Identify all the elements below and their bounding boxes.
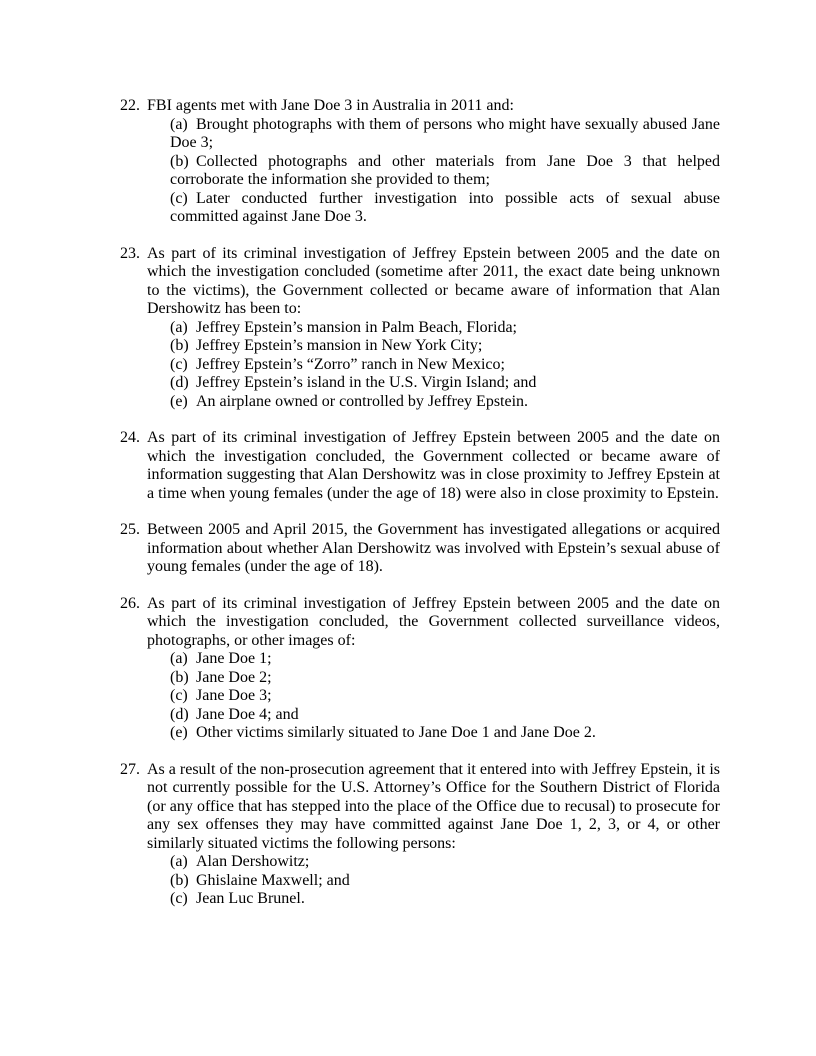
sub-item-text: Jeffrey Epstein’s island in the U.S. Virgin Island; and <box>196 374 537 391</box>
sub-item-text: Jeffrey Epstein’s mansion in Palm Beach, Florida; <box>196 318 517 336</box>
sub-item-d <box>170 706 720 725</box>
legal-paragraph-23 <box>120 245 720 412</box>
sub-item-label: (b) <box>170 337 189 354</box>
sub-item-c <box>170 687 720 706</box>
sub-item-label: (d) <box>170 374 189 391</box>
sub-item-text: Collected photographs and other materials from Jane Doe 3 that helped corroborate the information she provided to them; <box>170 152 720 188</box>
sub-item-b <box>170 153 720 190</box>
paragraph-number: 25. <box>120 521 140 538</box>
sub-item-text: Jane Doe 3; <box>196 687 272 704</box>
sub-item-label: (b) <box>170 668 189 686</box>
page-content <box>120 97 720 909</box>
sub-item-label: (e) <box>170 392 188 410</box>
legal-paragraph-27 <box>120 761 720 909</box>
sub-item-label: (a) <box>170 853 188 870</box>
sub-item-label: (a) <box>170 115 188 133</box>
sub-item-text: Ghislaine Maxwell; and <box>196 871 350 889</box>
legal-paragraph-22 <box>120 97 720 227</box>
sub-item-b <box>170 337 720 356</box>
sub-item-text: Jean Luc Brunel. <box>196 890 305 907</box>
sub-item-text: Jane Doe 4; and <box>196 705 299 723</box>
sub-item-e <box>170 724 720 743</box>
sub-item-label: (a) <box>170 318 188 336</box>
sub-item-c <box>170 356 720 375</box>
sub-item-text: Other victims similarly situated to Jane Doe 1 and Jane Doe 2. <box>196 724 596 741</box>
paragraph-main <box>120 429 720 503</box>
sub-item-d <box>170 374 720 393</box>
legal-paragraph-25 <box>120 521 720 577</box>
sub-item-b <box>170 669 720 688</box>
sub-item-label: (c) <box>170 355 188 373</box>
sub-item-label: (b) <box>170 152 189 170</box>
sub-item-c <box>170 890 720 909</box>
paragraph-main <box>120 594 720 651</box>
sub-item-text: Jeffrey Epstein’s “Zorro” ranch in New Mexico; <box>196 355 505 373</box>
paragraph-main <box>120 244 720 319</box>
sub-item-text: Later conducted further investigation into possible acts of sexual abuse committed against Jane Doe 3. <box>170 189 720 225</box>
sub-item-text: Jeffrey Epstein’s mansion in New York City; <box>196 337 483 354</box>
sub-item-text: Alan Dershowitz; <box>196 853 310 870</box>
sub-item-label: (c) <box>170 890 188 907</box>
paragraph-text: FBI agents met with Jane Doe 3 in Australia in 2011 and: <box>147 97 514 114</box>
sub-item-label: (a) <box>170 650 188 667</box>
paragraph-main <box>120 760 720 854</box>
paragraph-text: As part of its criminal investigation of Jeffrey Epstein between 2005 and the date on which the investigation concluded (sometime after 2011, the exact date being unknown to the victims), the Government collected or became aware of information that Alan Dershowitz has been to: <box>147 244 720 317</box>
paragraph-main <box>120 97 720 116</box>
paragraph-number: 23. <box>120 244 140 262</box>
sub-item-a <box>170 853 720 872</box>
sub-item-label: (b) <box>170 871 189 889</box>
sub-item-text: Jane Doe 1; <box>196 650 272 667</box>
sub-item-label: (c) <box>170 687 188 704</box>
paragraph-text: As part of its criminal investigation of Jeffrey Epstein between 2005 and the date on which the investigation concluded, the Government collected surveillance videos, photographs, or other images of: <box>147 594 720 649</box>
paragraph-main <box>120 521 720 577</box>
sub-item-a <box>170 319 720 338</box>
paragraph-number: 24. <box>120 429 140 446</box>
sub-item-label: (d) <box>170 705 189 723</box>
sub-item-e <box>170 393 720 412</box>
sub-item-text: Jane Doe 2; <box>196 668 272 686</box>
paragraph-text: As a result of the non-prosecution agreement that it entered into with Jeffrey Epstein, it is not currently possible for the U.S. Attorney’s Office for the Southern District of Florida (or any office that has stepped into the place of the Office due to recusal) to prosecute for any sex offenses they may have committed against Jane Doe 1, 2, 3, or 4, or other similarly situated victims the following persons: <box>147 760 720 852</box>
sub-item-label: (c) <box>170 189 188 207</box>
paragraph-text: Between 2005 and April 2015, the Government has investigated allegations or acquired information about whether Alan Dershowitz was involved with Epstein’s sexual abuse of young females (under the age of 18). <box>147 521 720 575</box>
sub-item-b <box>170 872 720 891</box>
sub-item-c <box>170 190 720 227</box>
sub-item-a <box>170 116 720 153</box>
legal-paragraph-26 <box>120 595 720 743</box>
paragraph-text: As part of its criminal investigation of Jeffrey Epstein between 2005 and the date on which the investigation concluded, the Government collected or became aware of information suggesting that Alan Dershowitz was in close proximity to Jeffrey Epstein at a time when young females (under the age of 18) were also in close proximity to Epstein. <box>147 429 720 502</box>
paragraph-number: 22. <box>120 97 140 114</box>
legal-paragraph-24 <box>120 429 720 503</box>
paragraph-number: 26. <box>120 594 140 612</box>
sub-item-text: An airplane owned or controlled by Jeffrey Epstein. <box>196 392 529 410</box>
sub-item-text: Brought photographs with them of persons who might have sexually abused Jane Doe 3; <box>170 115 720 151</box>
sub-item-label: (e) <box>170 724 188 741</box>
paragraph-number: 27. <box>120 760 140 778</box>
sub-item-a <box>170 650 720 669</box>
